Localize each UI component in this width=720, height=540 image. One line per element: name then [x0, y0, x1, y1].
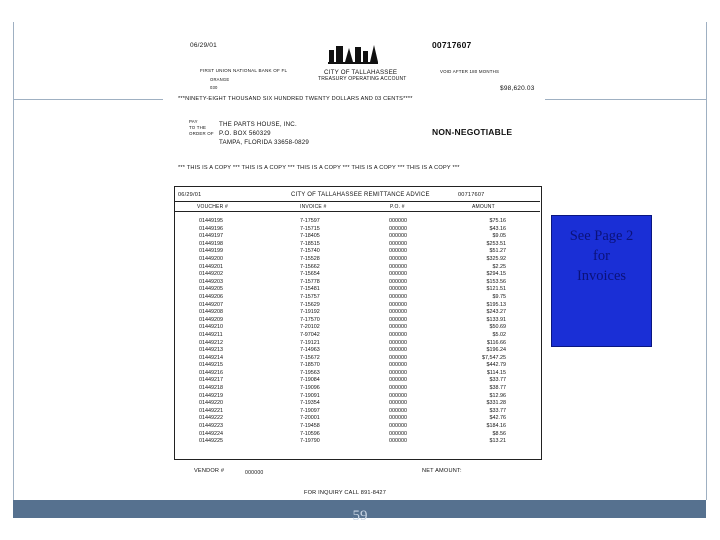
voucher-cell: 01449210: [199, 324, 223, 331]
po-cell: 000000: [389, 377, 407, 384]
po-cell: 000000: [389, 430, 407, 437]
remittance-check-number: 00717607: [458, 192, 485, 198]
invoice-cell: 7-19458: [300, 423, 320, 430]
header-amount: AMOUNT: [472, 204, 495, 210]
remittance-column-rule: [174, 211, 540, 212]
pay-label-1: PAY: [189, 119, 198, 124]
amount-cell: $7,547.25: [482, 354, 506, 361]
voucher-cell: 01449199: [199, 248, 223, 255]
callout-line-1: See Page 2: [569, 228, 634, 244]
amount-cell: $294.15: [486, 271, 506, 278]
voucher-cell: 01449220: [199, 400, 223, 407]
voucher-cell: 01449224: [199, 430, 223, 437]
logo-text: CITY OF TALLAHASSEE: [324, 69, 398, 76]
amount-cell: $153.56: [486, 278, 506, 285]
amount-cell: $116.66: [486, 339, 506, 346]
voucher-cell: 01449219: [199, 392, 223, 399]
po-cell: 000000: [389, 225, 407, 232]
payee-line-1: THE PARTS HOUSE, INC.: [219, 121, 297, 128]
po-cell: 000000: [389, 309, 407, 316]
payee-line-2: P.O. BOX 560329: [219, 130, 271, 137]
voucher-cell: 01449208: [199, 309, 223, 316]
po-cell: 000000: [389, 255, 407, 262]
net-amount-label: NET AMOUNT:: [422, 468, 462, 474]
invoice-cell: 7-19097: [300, 407, 320, 414]
remittance-date: 06/29/01: [178, 192, 202, 198]
po-column: [389, 218, 439, 446]
po-cell: 000000: [389, 218, 407, 224]
invoice-cell: 7-19354: [300, 400, 320, 407]
voucher-cell: 01449200: [199, 255, 223, 262]
vendor-label: VENDOR #: [194, 468, 225, 474]
invoice-cell: 7-15672: [300, 354, 320, 361]
invoice-cell: 7-17597: [300, 218, 320, 224]
vendor-number: 000000: [245, 470, 264, 476]
voucher-cell: 01449212: [199, 339, 223, 346]
slide-rule-top-left: [13, 99, 163, 100]
po-cell: 000000: [389, 407, 407, 414]
check-date: 06/29/01: [190, 42, 217, 49]
voucher-cell: 01449206: [199, 293, 223, 300]
see-page-2-callout: [551, 215, 652, 347]
invoice-cell: 7-15715: [300, 225, 320, 232]
slide-rule-top-right: [545, 99, 707, 100]
amount-cell: $75.16: [489, 218, 506, 224]
po-cell: 000000: [389, 392, 407, 399]
invoice-cell: 7-19084: [300, 377, 320, 384]
payee-line-3: TAMPA, FLORIDA 33658-0829: [219, 139, 310, 146]
amount-cell: $38.77: [489, 385, 506, 392]
po-cell: 000000: [389, 423, 407, 430]
voucher-column: [199, 218, 259, 446]
po-cell: 000000: [389, 278, 407, 285]
invoice-cell: 7-14963: [300, 347, 320, 354]
amount-cell: $33.77: [489, 407, 506, 414]
voucher-cell: 01449203: [199, 278, 223, 285]
voucher-cell: 01449225: [199, 438, 223, 445]
bank-name: FIRST UNION NATIONAL BANK OF FL: [200, 68, 288, 73]
po-cell: 000000: [389, 347, 407, 354]
invoice-cell: 7-18570: [300, 362, 320, 369]
header-invoice: INVOICE #: [300, 204, 327, 210]
invoice-cell: 7-15757: [300, 293, 320, 300]
po-cell: 000000: [389, 286, 407, 293]
voucher-cell: 01449205: [199, 286, 223, 293]
voucher-cell: 01449222: [199, 415, 223, 422]
check-number: 00717607: [432, 40, 472, 50]
invoice-cell: 7-15778: [300, 278, 320, 285]
voucher-cell: 01449218: [199, 385, 223, 392]
callout-line-2: for: [593, 248, 610, 264]
po-cell: 000000: [389, 385, 407, 392]
po-cell: 000000: [389, 324, 407, 331]
invoice-cell: 7-10596: [300, 430, 320, 437]
invoice-cell: 7-15662: [300, 263, 320, 270]
po-cell: 000000: [389, 316, 407, 323]
amount-cell: $121.51: [486, 286, 506, 293]
amount-cell: $9.05: [492, 233, 506, 240]
voucher-cell: 01449211: [199, 331, 223, 338]
voucher-cell: 01449213: [199, 347, 223, 354]
pay-label-3: ORDER OF: [189, 131, 214, 136]
invoice-cell: 7-97042: [300, 331, 320, 338]
voucher-cell: 01449196: [199, 225, 223, 232]
invoice-cell: 7-19096: [300, 385, 320, 392]
invoice-cell: 7-15528: [300, 255, 320, 262]
amount-cell: $12.96: [489, 392, 506, 399]
voucher-cell: 01449195: [199, 218, 223, 224]
pay-label-2: TO THE: [189, 125, 207, 130]
slide-border-left: [13, 22, 14, 500]
amount-in-words: ***NINETY-EIGHT THOUSAND SIX HUNDRED TWENTY DOLLARS AND 03 CENTS****: [178, 96, 413, 102]
amount-cell: $9.75: [492, 293, 506, 300]
voucher-cell: 01449221: [199, 407, 223, 414]
amount-cell: $50.69: [489, 324, 506, 331]
po-cell: 000000: [389, 248, 407, 255]
voucher-cell: 01449197: [199, 233, 223, 240]
voucher-cell: 01449216: [199, 369, 223, 376]
callout-line-3: Invoices: [576, 268, 627, 284]
header-voucher: VOUCHER #: [197, 204, 228, 210]
copy-line: *** THIS IS A COPY *** THIS IS A COPY *** THIS IS A COPY *** THIS IS A COPY *** THIS IS A COPY ***: [178, 165, 460, 171]
invoice-cell: 7-15740: [300, 248, 320, 255]
amount-cell: $2.25: [492, 263, 506, 270]
void-note: VOID AFTER 180 MONTHS: [440, 69, 500, 74]
voucher-cell: 01449201: [199, 263, 223, 270]
po-cell: 000000: [389, 331, 407, 338]
amount-cell: $33.77: [489, 377, 506, 384]
invoice-cell: 7-15629: [300, 301, 320, 308]
amount-column: [452, 218, 506, 446]
po-cell: 000000: [389, 293, 407, 300]
voucher-cell: 01449214: [199, 354, 223, 361]
invoice-cell: 7-20001: [300, 415, 320, 422]
po-cell: 000000: [389, 400, 407, 407]
amount-cell: $43.16: [489, 225, 506, 232]
remittance-header-rule: [174, 201, 540, 202]
voucher-cell: 01449198: [199, 240, 223, 247]
invoice-cell: 7-19790: [300, 438, 320, 445]
non-negotiable-stamp: NON-NEGOTIABLE: [432, 127, 513, 137]
amount-cell: $8.56: [492, 430, 506, 437]
bank-sub: ORANGE: [210, 77, 230, 82]
header-po: P.O. #: [390, 204, 405, 210]
amount-cell: $331.28: [486, 400, 506, 407]
slide-border-right: [706, 22, 707, 500]
voucher-cell: 01449215: [199, 362, 223, 369]
invoice-cell: 7-18515: [300, 240, 320, 247]
city-of-tallahassee-logo-icon: [326, 42, 380, 68]
amount-cell: $13.21: [489, 438, 506, 445]
voucher-cell: 01449209: [199, 316, 223, 323]
po-cell: 000000: [389, 271, 407, 278]
amount-cell: $442.79: [486, 362, 506, 369]
amount-cell: $325.92: [486, 255, 506, 262]
remittance-title: CITY OF TALLAHASSEE REMITTANCE ADVICE: [291, 192, 430, 198]
po-cell: 000000: [389, 339, 407, 346]
po-cell: 000000: [389, 438, 407, 445]
amount-cell: $114.15: [486, 369, 506, 376]
amount-cell: $195.13: [486, 301, 506, 308]
po-cell: 000000: [389, 263, 407, 270]
po-cell: 000000: [389, 240, 407, 247]
check-amount: $98,620.03: [500, 85, 535, 92]
po-cell: 000000: [389, 369, 407, 376]
po-cell: 000000: [389, 415, 407, 422]
voucher-cell: 01449217: [199, 377, 223, 384]
po-cell: 000000: [389, 301, 407, 308]
invoice-cell: 7-18405: [300, 233, 320, 240]
bank-sub2: 030: [210, 85, 218, 90]
invoice-cell: 7-15481: [300, 286, 320, 293]
invoice-cell: 7-19091: [300, 392, 320, 399]
invoice-cell: 7-19192: [300, 309, 320, 316]
po-cell: 000000: [389, 354, 407, 361]
amount-cell: $42.76: [489, 415, 506, 422]
voucher-cell: 01449223: [199, 423, 223, 430]
voucher-cell: 01449202: [199, 271, 223, 278]
account-title: TREASURY OPERATING ACCOUNT: [318, 76, 407, 82]
invoice-cell: 7-20102: [300, 324, 320, 331]
voucher-cell: 01449207: [199, 301, 223, 308]
page-number: 59: [352, 508, 368, 524]
invoice-column: [300, 218, 360, 446]
amount-cell: $133.91: [486, 316, 506, 323]
amount-cell: $5.02: [492, 331, 506, 338]
invoice-cell: 7-19563: [300, 369, 320, 376]
po-cell: 000000: [389, 362, 407, 369]
amount-cell: $184.16: [486, 423, 506, 430]
amount-cell: $253.51: [486, 240, 506, 247]
amount-cell: $243.27: [486, 309, 506, 316]
amount-cell: $196.24: [486, 347, 506, 354]
po-cell: 000000: [389, 233, 407, 240]
invoice-cell: 7-19121: [300, 339, 320, 346]
invoice-cell: 7-17570: [300, 316, 320, 323]
invoice-cell: 7-15654: [300, 271, 320, 278]
inquiry-line: FOR INQUIRY CALL 891-8427: [304, 490, 387, 496]
amount-cell: $51.27: [489, 248, 506, 255]
